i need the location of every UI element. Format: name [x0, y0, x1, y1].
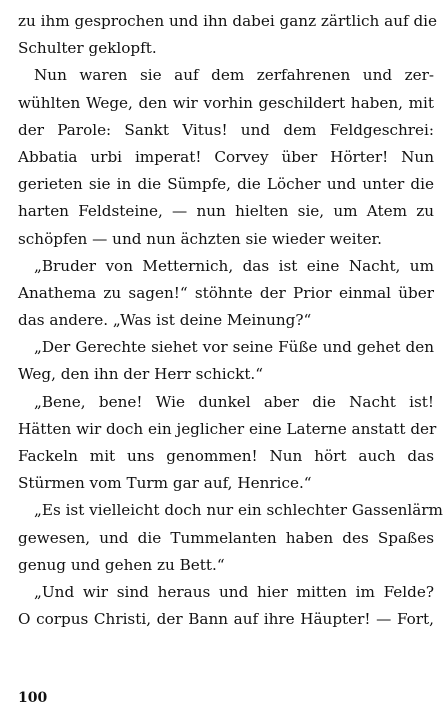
text-line: Fackeln mit uns genommen! Nun hört auch das [18, 447, 434, 465]
text-line: genug und gehen zu Bett.“ [18, 555, 225, 574]
text-line: der Parole: Sankt Vitus! und dem Feldgeschrei: [18, 120, 434, 139]
text-line: Stürmen vom Turm gar auf, Henrice.“ [18, 474, 312, 493]
text-line: „Der Gerechte siehet vor seine Füße und gehet den [34, 338, 434, 357]
text-line: „Und wir sind heraus und hier mitten im Felde? [34, 582, 434, 601]
text-line: Hätten wir doch ein jeglicher eine Laterne anstatt der [18, 419, 437, 438]
text-line: gerieten sie in die Sümpfe, die Löcher und unter die [18, 175, 434, 194]
text-line: harten Feldsteine, — nun hielten sie, um Atem zu [18, 202, 434, 221]
text-line: „Es ist vielleicht doch nur ein schlechter Gassenlärm [34, 501, 443, 520]
text-line: O corpus Christi, der Bann auf ihre Häupter! — Fort, [18, 610, 434, 629]
text-line: wühlten Wege, den wir vorhin geschildert haben, mit [18, 93, 434, 112]
text-line: gewesen, und die Tummelanten haben des Spaßes [18, 528, 434, 547]
text-line: Schulter geklopft. [18, 39, 157, 58]
page-text [18, 8, 443, 633]
text-line: „Bruder von Metternich, das ist eine Nacht, um [34, 256, 434, 275]
text-line: Anathema zu sagen!“ stöhnte der Prior einmal über [18, 283, 434, 302]
text-line: „Bene, bene! Wie dunkel aber die Nacht ist! [34, 392, 434, 411]
text-line: Abbatia urbi imperat! Corvey über Hörter! Nun [18, 147, 434, 166]
text-line: Weg, den ihn der Herr schickt.“ [18, 365, 264, 384]
text-line: zu ihm gesprochen und ihn dabei ganz zärtlich auf die [18, 12, 438, 30]
text-line: schöpfen — und nun ächzten sie wieder weiter. [18, 229, 382, 248]
text-line: das andere. „Was ist deine Meinung?“ [18, 311, 312, 330]
page-number: 100 [18, 690, 48, 706]
text-line: Nun waren sie auf dem zerfahrenen und zer- [34, 66, 434, 85]
